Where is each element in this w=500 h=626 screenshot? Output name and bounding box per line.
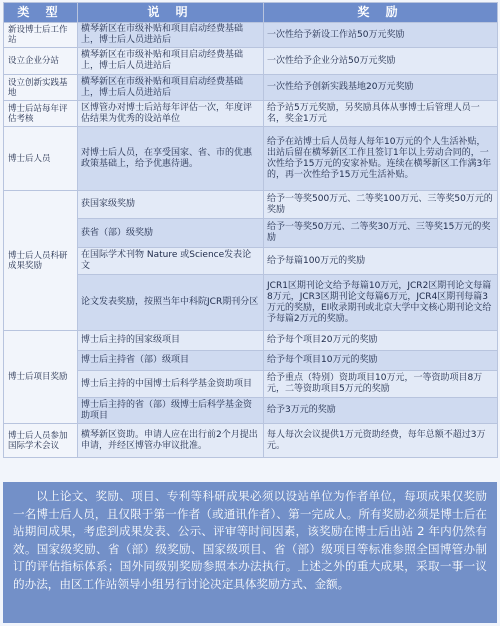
row-type: 博士后站每年评估考核: [4, 101, 78, 127]
row-desc: 横琴新区资助。申请人应在出行前2个月提出申请，并经区博管办审议批准。: [78, 424, 264, 458]
header-award: 奖 励: [264, 3, 498, 23]
row-award: 每人每次会议提供1万元资助经费，每年总额不超过3万元。: [264, 424, 498, 458]
row-desc: 区博管办对博士后站每年评估一次，年度评估结果为优秀的设站单位: [78, 101, 264, 127]
row-desc: 博士后主持的省（部）级博士后科学基金资助项目: [78, 398, 264, 424]
row-desc: 博士后主持的中国博士后科学基金资助项目: [78, 371, 264, 398]
table-row: [4, 275, 498, 331]
table-row: [4, 351, 498, 371]
table-row: [4, 331, 498, 351]
row-desc: 横琴新区在市级补贴和项目启动经费基础上，博士后人员进站后: [78, 23, 264, 48]
row-award: 给予重点（特别）资助项目10万元，一等资助项目8万元，二等资助项目5万元的奖励: [264, 371, 498, 398]
row-type: 博士后人员: [4, 127, 78, 191]
row-desc: 获省（部）级奖励: [78, 219, 264, 248]
row-award: 给予每篇100万元的奖励: [264, 248, 498, 275]
table-row: [4, 75, 498, 101]
row-type: 设立创新实践基地: [4, 75, 78, 101]
table-row: [4, 101, 498, 127]
row-award: JCR1区期刊论文给予每篇10万元，JCR2区期刊论文每篇8万元，JCR3区期刊论文每篇6万元，JCR4区期刊每篇3万元的奖励，EI收录期刊或北京大学中文核心期刊论文给予每篇2万元的奖励。: [264, 275, 498, 331]
row-award: 一次性给予创新实践基地20万元奖励: [264, 75, 498, 101]
table-row: [4, 424, 498, 458]
notes-paragraph: 以上论文、奖励、项目、专利等科研成果必须以设站单位为作者单位，每项成果仅奖励一名博士后人员，且仅限于第一作者（或通讯作者）、第一完成人。所有奖励必须是博士后在站期间成果，考虑到成果发表、公示、评审等时间因素，该奖励在博士后出站 2 年内仍然有效。国家级奖励、省（部）级奖励、国家级项目、省（部）级项目等标准参照全国博管办制订的评估指标体系；国外同级别奖励参照本办法执行。上述之外的重大成果，采取一事一议的办法，由区工作站领导小组另行讨论决定具体奖励方式、金额。: [3, 482, 497, 623]
award-table: [3, 2, 498, 458]
table-row: [4, 248, 498, 275]
header-type: 类 型: [4, 3, 78, 23]
table-row: [4, 48, 498, 75]
row-type: 设立企业分站: [4, 48, 78, 75]
row-type: 博士后项目奖励: [4, 331, 78, 424]
row-award: 给予一等奖50万元、二等奖30万元、三等奖15万元的奖励: [264, 219, 498, 248]
row-award: 给予站5万元奖励，另奖励具体从事博士后管理人员一名，奖金1万元: [264, 101, 498, 127]
table-row: [4, 398, 498, 424]
row-desc: 在国际学术刊物 Nature 或Science发表论文: [78, 248, 264, 275]
table-row: [4, 371, 498, 398]
row-award: 给予3万元的奖励: [264, 398, 498, 424]
table-row: [4, 191, 498, 219]
row-award: 给予每个项目20万元的奖励: [264, 331, 498, 351]
row-desc: 博士后主持省（部）级项目: [78, 351, 264, 371]
row-desc: 对博士后人员，在享受国家、省、市的优惠政策基础上，给予优惠待遇。: [78, 127, 264, 191]
row-type: 博士后人员科研成果奖励: [4, 191, 78, 331]
row-desc: 横琴新区在市级补贴和项目启动经费基础上，博士后人员进站后: [78, 48, 264, 75]
row-award: 一次性给予企业分站50万元奖励: [264, 48, 498, 75]
row-award: 给予每个项目10万元的奖励: [264, 351, 498, 371]
row-desc: 横琴新区在市级补贴和项目启动经费基础上，博士后人员进站后: [78, 75, 264, 101]
row-desc: 获国家级奖励: [78, 191, 264, 219]
table-row: [4, 127, 498, 191]
table-row: [4, 23, 498, 48]
header-desc: 说 明: [78, 3, 264, 23]
row-desc: 论文发表奖励，按照当年中科院JCR期刊分区: [78, 275, 264, 331]
row-award: 一次性给予新设工作站50万元奖励: [264, 23, 498, 48]
row-desc: 博士后主持的国家级项目: [78, 331, 264, 351]
table-header: [4, 3, 498, 23]
row-award: 给予在站博士后人员每人每年10万元的个人生活补贴，出站后留在横琴新区工作且签订1年以上劳动合同的，一次性给予15万元的安家补贴。连续在横琴新区工作满3年的，再一次性给予15万元生活补贴。: [264, 127, 498, 191]
row-type: 博士后人员参加国际学术会议: [4, 424, 78, 458]
row-type: 新设博士后工作站: [4, 23, 78, 48]
table-row: [4, 219, 498, 248]
row-award: 给予一等奖500万元、二等奖100万元、三等奖50万元的奖励: [264, 191, 498, 219]
